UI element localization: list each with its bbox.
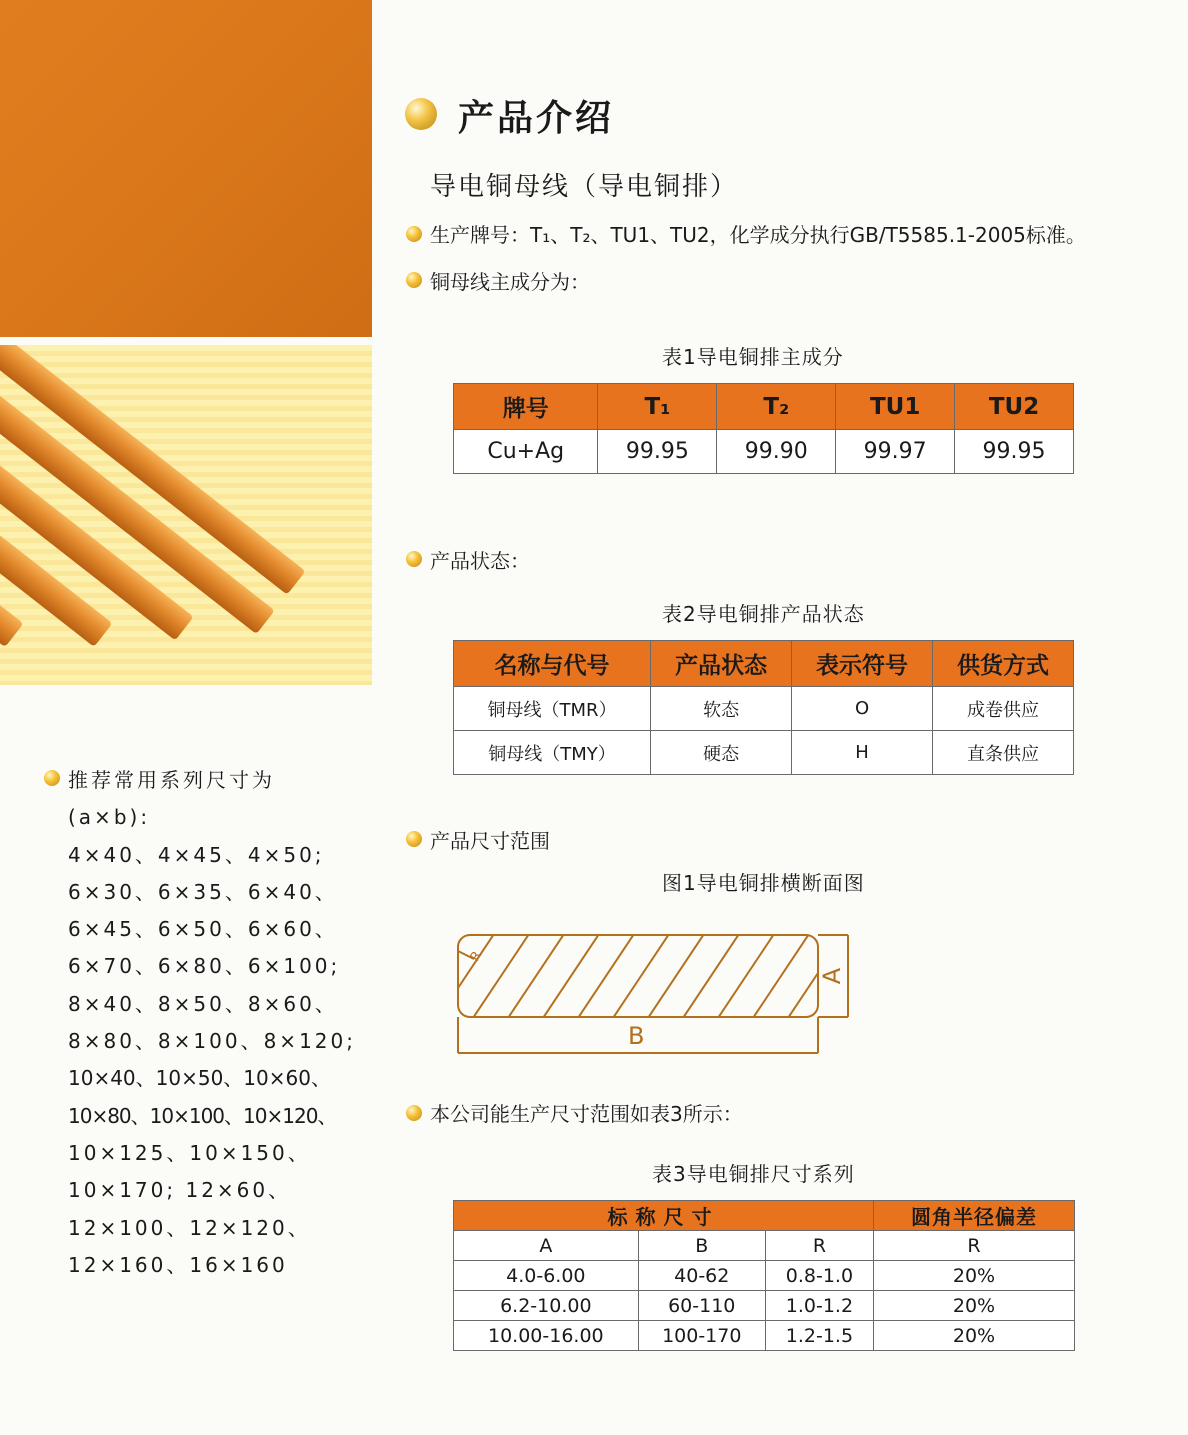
capability-heading: 本公司能生产尺寸范围如表3所示： [430,1102,743,1126]
section-title: 产品介绍 [458,98,615,139]
table-cell: 直条供应 [933,731,1074,775]
list-item: (a×b): [68,805,151,830]
table-cell: 20% [873,1261,1074,1291]
cross-section-diagram [450,925,860,1060]
size-series-table [453,1200,1075,1351]
table-cell: 1.0-1.2 [765,1291,873,1321]
table-header-cell: 供货方式 [933,641,1074,687]
composition-heading: 铜母线主成分为： [430,270,590,294]
table-cell: 铜母线（TMR） [454,687,651,731]
status-table [453,640,1074,775]
table-header-cell: 牌号 [454,384,598,430]
list-item: 10×40、10×50、10×60、 [68,1066,331,1091]
table-cell: 成卷供应 [933,687,1074,731]
table-header-cell: 产品状态 [651,641,792,687]
list-item: 6×70、6×80、6×100; [68,954,341,979]
table-cell: 0.8-1.0 [765,1261,873,1291]
table-row [454,430,1074,474]
table-cell: O [792,687,933,731]
diagram-label-a: A [818,967,847,985]
list-item: 12×160、16×160 [68,1252,288,1277]
list-item: 10×80、10×100、10×120、 [68,1103,337,1128]
bullet-icon [406,226,422,242]
diagram-label-b: B [628,1022,645,1050]
list-item: 6×30、6×35、6×40、 [68,879,338,904]
table-cell: 软态 [651,687,792,731]
bullet-icon [406,831,422,847]
table-cell: 6.2-10.00 [454,1291,639,1321]
table-header-cell: TU2 [955,384,1074,430]
table2-caption: 表2导电铜排产品状态 [662,602,865,626]
table-header-cell: 名称与代号 [454,641,651,687]
bullet-icon [406,272,422,288]
table-cell: Cu+Ag [454,430,598,474]
table-cell: 20% [873,1291,1074,1321]
table-subheader-cell: A [454,1231,639,1261]
list-item: 4×40、4×45、4×50; [68,842,325,867]
table-cell: 10.00-16.00 [454,1321,639,1351]
table-header-cell: 圆角半径偏差 [873,1201,1074,1231]
product-name: 导电铜母线（导电铜排） [430,172,739,202]
recommended-heading: 推荐常用系列尺寸为 [68,768,275,792]
table-cell: 4.0-6.00 [454,1261,639,1291]
table-cell: 99.95 [955,430,1074,474]
table-header-cell: T₂ [717,384,836,430]
list-item: 12×100、12×120、 [68,1215,311,1240]
bullet-icon [406,1105,422,1121]
table-subheader-cell: R [873,1231,1074,1261]
list-item: 10×125、10×150、 [68,1140,311,1165]
table-row [454,687,1074,731]
composition-table [453,383,1074,474]
table-header-row [454,641,1074,687]
figure-caption: 图1导电铜排横断面图 [662,871,865,895]
table-row [454,1321,1075,1351]
table-group-header: 标称尺寸 [454,1201,874,1231]
table-cell: 99.97 [836,430,955,474]
table-row [454,731,1074,775]
table-cell: 铜母线（TMY） [454,731,651,775]
table-header-row [454,1201,1075,1231]
table-cell: H [792,731,933,775]
status-heading: 产品状态： [430,549,530,573]
table-cell: 1.2-1.5 [765,1321,873,1351]
table-header-cell: 表示符号 [792,641,933,687]
table-cell: 100-170 [638,1321,765,1351]
table-subheader-row [454,1231,1075,1261]
table3-caption: 表3导电铜排尺寸系列 [652,1162,855,1186]
copper-bars-photo [0,345,372,685]
table-subheader-cell: B [638,1231,765,1261]
diagram-label-r: R [467,948,486,965]
table-header-cell: T₁ [598,384,717,430]
list-item: 6×45、6×50、6×60、 [68,917,338,942]
table-row [454,1291,1075,1321]
grades-text: 生产牌号：T₁、T₂、TU1、TU2，化学成分执行GB/T5585.1-2005标准。 [430,223,1086,247]
list-item: 8×40、8×50、8×60、 [68,991,338,1016]
bullet-icon [406,551,422,567]
table-cell: 99.95 [598,430,717,474]
table-header-row [454,384,1074,430]
list-item: 8×80、8×100、8×120; [68,1029,356,1054]
title-bullet-icon [405,98,437,130]
size-range-heading: 产品尺寸范围 [430,829,550,853]
table-cell: 60-110 [638,1291,765,1321]
list-item: 10×170; 12×60、 [68,1178,292,1203]
table1-caption: 表1导电铜排主成分 [662,345,844,369]
table-cell: 硬态 [651,731,792,775]
table-header-cell: TU1 [836,384,955,430]
table-cell: 40-62 [638,1261,765,1291]
table-subheader-cell: R [765,1231,873,1261]
table-cell: 99.90 [717,430,836,474]
table-cell: 20% [873,1321,1074,1351]
table-row [454,1261,1075,1291]
orange-color-block [0,0,372,337]
recommended-sizes [46,762,356,1284]
